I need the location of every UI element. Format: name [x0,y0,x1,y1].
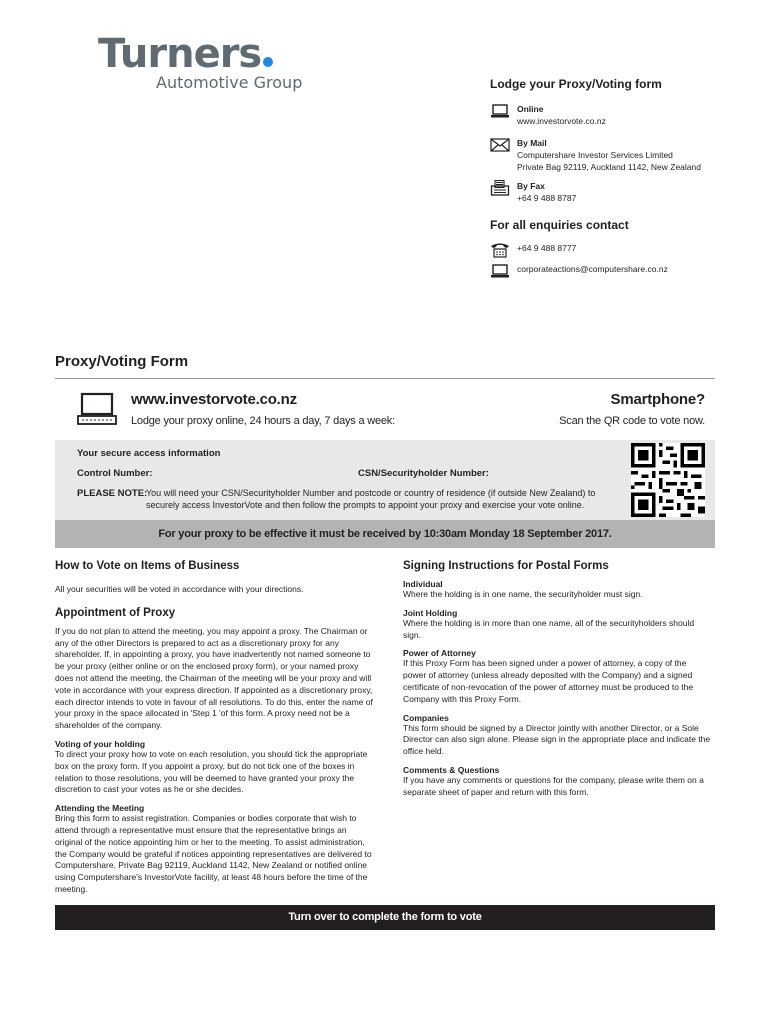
how-to-vote-text: All your securities will be voted in accordance with your directions. [55,584,304,594]
poa-heading: Power of Attorney [403,648,476,659]
lodge-online [490,103,606,127]
access-heading: Your secure access information [77,448,221,459]
voting-text: To direct your proxy how to vote on each resolution, you should tick the appropriate box on the proxy form. If you appoint a proxy, but do not tick one of the boxes in relation to those resolutions, you will be deemed to have granted your proxy the discretion to cast your votes as he or she decides. [55,748,368,795]
comments-text: If you have any comments or questions for the company, please write them on a separate sheet of paper and return with this form. [403,774,704,797]
attending-text: Bring this form to assist registration. Companies or bodies corporate that wish to attend through a representative must ensure that the representative brings an original of the notice appointing him or her to the meeting. To assist administration, the Company would be grateful if notices appointing representatives are delivered to Computershare, Private Bag 92119, Auckland 1142, New Zealand or notified online using Computershare's InvestorVote facility, at least 48 hours before the time of the meeting. [55,813,372,894]
form-title: Proxy/Voting Form [55,353,189,370]
qr-description: Scan the QR code to vote now. [559,415,705,427]
logo-word: Turners [98,31,262,77]
vote-description: Lodge your proxy online, 24 hours a day, 7 days a week: [131,415,395,427]
note-label: PLEASE NOTE: [77,488,148,499]
mail-label: By Mail [517,138,547,148]
enquiries-email [490,263,668,279]
poa-text: If this Proxy Form has been signed under a power of attorney, a copy of the power of attorney (unless already deposited with the Company) and a signed certificate of non-revocation of the power of attorney must be produced to the Company with this Proxy Form. [403,658,694,704]
logo-subtitle: Automotive Group [156,73,303,92]
smartphone-heading: Smartphone? [610,391,705,408]
fax-icon [490,180,510,196]
online-label: Online [517,104,544,114]
joint-heading: Joint Holding [403,607,458,618]
how-to-vote-heading: How to Vote on Items of Business [55,560,240,572]
enquiries-heading: For all enquiries contact [490,218,629,232]
online-vote-box [55,378,715,442]
voting-heading: Voting of your holding [55,738,146,749]
appointment-text: If you do not plan to attend the meeting, you may appoint a proxy. The Chairman or any of the other Directors is prepared to act as a discretionary proxy for any shareholder. If, in appointing a proxy, you have inadvertently not named someone to be your proxy (either online or on the enclosed proxy form), or your named proxy does not attend the meeting, the Chairman of the meeting will be your proxy and will vote in accordance with your express direction. If appointed as a discretionary proxy, each director intends to vote in favour of all resolutions. To do this, enter the name of your proxy in the space allocated in 'Step 1 'of this form. A proxy need not be a shareholder of the company. [55,625,373,731]
laptop-icon [490,263,510,279]
mail-line2: Private Bag 92119, Auckland 1142, New Zealand [517,162,701,172]
comments-heading: Comments & Questions [403,764,500,775]
envelope-icon [490,137,510,153]
note-line-1: You will need your CSN/Securityholder Number and postcode or country of residence (if outside New Zealand) to [146,488,596,498]
vote-url[interactable]: www.investorvote.co.nz [131,391,297,408]
note-line-2: securely access InvestorVote and then follow the prompts to appoint your proxy and exercise your vote online. [146,500,585,510]
lodge-fax [490,180,576,204]
enquiries-phone-number: +64 9 488 8777 [517,243,577,253]
laptop-icon [77,391,117,427]
qr-code[interactable] [628,443,708,517]
enquiries-email-address[interactable]: corporateactions@computershare.co.nz [517,264,668,274]
companies-text: This form should be signed by a Director jointly with another Director, or a Sole Director can also sign alone. Please sign in the appropriate place and indicate the office held. [403,722,711,757]
enquiries-section [490,218,750,232]
fax-label: By Fax [517,181,545,191]
online-url[interactable]: www.investorvote.co.nz [517,116,606,126]
turn-over-banner: Turn over to complete the form to vote [55,905,715,930]
csn-label: CSN/Securityholder Number: [358,468,489,479]
companies-heading: Companies [403,712,449,723]
lodge-mail [490,137,701,173]
left-column [55,560,375,896]
individual-text: Where the holding is in one name, the securityholder must sign. [403,589,643,599]
enquiries-phone [490,242,576,258]
logo-dot [263,57,273,67]
appointment-heading: Appointment of Proxy [55,606,176,619]
attending-heading: Attending the Meeting [55,803,145,814]
joint-text: Where the holding is in more than one name, all of the securityholders should sign. [403,617,695,640]
lodge-heading: Lodge your Proxy/Voting form [490,77,662,91]
individual-heading: Individual [403,579,443,589]
lodge-section [490,77,750,91]
right-column [403,560,711,799]
phone-icon [490,242,510,258]
mail-line1: Computershare Investor Services Limited [517,150,673,160]
control-number-label: Control Number: [77,468,153,479]
deadline-banner: For your proxy to be effective it must be received by 10:30am Monday 18 September 2017. [55,520,715,548]
signing-heading: Signing Instructions for Postal Forms [403,560,609,572]
laptop-icon [490,103,510,119]
fax-number: +64 9 488 8787 [517,193,577,203]
secure-access-box [55,440,715,520]
company-logo [98,31,323,106]
